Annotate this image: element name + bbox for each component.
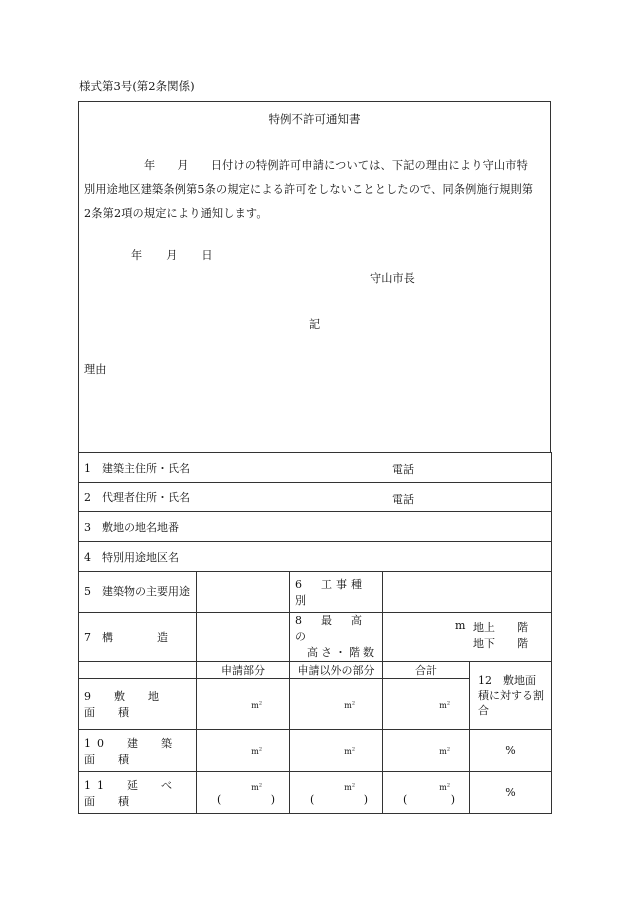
header-other: 申請以外の部分 (290, 662, 383, 679)
building-area-applied: $m^2$ (197, 730, 290, 772)
date-month: 月 (166, 249, 178, 262)
height-label-line2: 高さ・階数 (307, 646, 377, 659)
building-area-total: $m^2$ (383, 730, 470, 772)
document-title: 特例不許可通知書 (268, 112, 361, 126)
building-area-ratio: % (470, 730, 552, 772)
site-area-other: $m^2$ (290, 679, 383, 730)
ratio-label: 12 敷地面積に対する割合 (470, 662, 552, 730)
unit-meter: m (455, 619, 466, 632)
building-area-label: 10 建 築 面 積 (79, 730, 197, 772)
owner-label: 1 建築主住所・氏名 (84, 461, 190, 475)
height-floors-label (290, 613, 383, 662)
building-area-other: $m^2$ (290, 730, 383, 772)
table-row (79, 772, 552, 814)
table-row (79, 453, 552, 483)
notice-frame (78, 101, 551, 453)
form-number-label: 様式第3号(第2条関係) (79, 79, 195, 93)
body-line3: 2条第2項の規定により通知します。 (84, 207, 268, 220)
site-area-applied: $m^2$ (197, 679, 290, 730)
date-year: 年 (131, 249, 143, 262)
main-use-value (197, 572, 290, 613)
agent-cell (79, 483, 552, 512)
body-year: 年 (144, 159, 156, 172)
body-line2: 別用途地区建築条例第5条の規定による許可をしないこととしたので、同条例施行規則第 (84, 183, 534, 196)
work-type-value (383, 572, 552, 613)
agent-label: 2 代理者住所・氏名 (84, 491, 190, 504)
table-row (79, 730, 552, 772)
site-address-label: 3 敷地の地名地番 (84, 520, 179, 534)
floor-area-ratio: % (470, 772, 552, 814)
notice-date (131, 247, 237, 263)
table-row (79, 613, 552, 662)
body-month: 月 (177, 159, 189, 172)
height-label-line1: 8 最 高 の (295, 614, 381, 643)
body-line1: 日付けの特例許可申請については、下記の理由により守山市特 (210, 159, 528, 172)
height-floors-value (383, 613, 552, 662)
site-address-cell (79, 512, 552, 542)
floors-above: 地上 階 (473, 621, 528, 634)
site-area-total: $m^2$ (383, 679, 470, 730)
table-row (79, 542, 552, 572)
owner-cell (79, 453, 552, 483)
floor-area-other: $m^2$ ( ) (290, 772, 383, 814)
ki-heading: 記 (309, 318, 321, 331)
owner-tel-label: 電話 (392, 463, 414, 476)
work-type-label: 6 工事種別 (290, 572, 383, 613)
reason-label: 理由 (84, 363, 107, 376)
floor-area-total: $m^2$ ( ) (383, 772, 470, 814)
header-blank (79, 662, 197, 679)
main-use-label: 5 建築物の主要用途 (79, 572, 197, 613)
header-total: 合計 (383, 662, 470, 679)
agent-tel-label: 電話 (392, 493, 414, 506)
notice-body (84, 154, 547, 226)
table-row (79, 512, 552, 542)
building-info-table (78, 452, 552, 814)
floor-area-applied: $m^2$ ( ) (197, 772, 290, 814)
district-label: 4 特別用途地区名 (84, 550, 179, 564)
structure-label: 7 構 造 (79, 613, 197, 662)
site-area-label: 9 敷 地 面 積 (79, 679, 197, 730)
table-row (79, 662, 552, 679)
issuer-name: 守山市長 (370, 272, 415, 285)
floor-area-label: 11 延 べ 面 積 (79, 772, 197, 814)
floors-below: 地下 階 (473, 637, 528, 650)
table-row (79, 483, 552, 512)
date-day: 日 (201, 249, 213, 262)
header-applied: 申請部分 (197, 662, 290, 679)
structure-value (197, 613, 290, 662)
table-row (79, 572, 552, 613)
district-cell (79, 542, 552, 572)
